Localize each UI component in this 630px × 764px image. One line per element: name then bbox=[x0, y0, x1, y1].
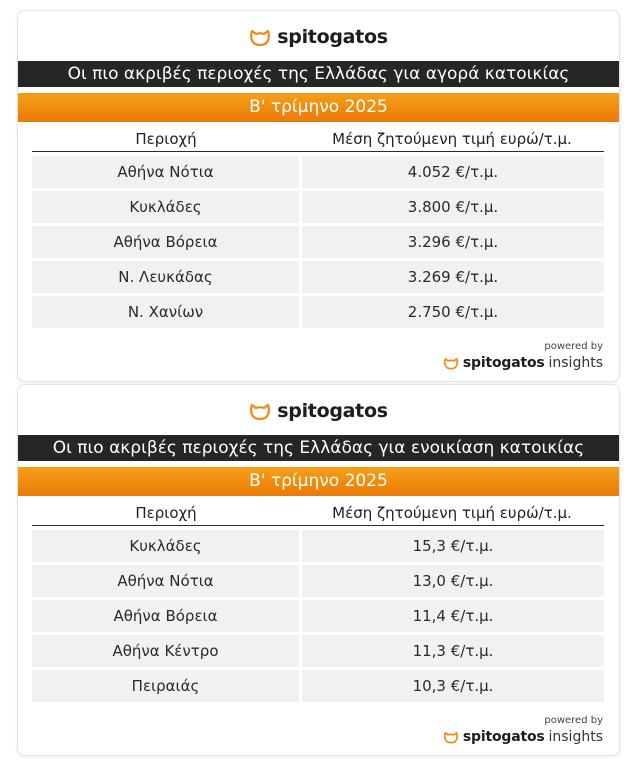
table-row bbox=[32, 226, 604, 258]
table-row bbox=[32, 261, 604, 293]
insights-brand: spitogatos bbox=[462, 355, 545, 371]
region-cell: Ν. Χανίων bbox=[32, 296, 299, 328]
table-title: Οι πιο ακριβές περιοχές της Ελλάδας για ενοικίαση κατοικίας bbox=[18, 435, 619, 461]
price-cell: 3.800 €/τ.μ. bbox=[302, 191, 604, 223]
region-cell: Αθήνα Νότια bbox=[32, 565, 299, 597]
powered-by-label: powered by bbox=[544, 715, 603, 726]
region-cell: Κυκλάδες bbox=[32, 191, 299, 223]
period-label: Β' τρίμηνο 2025 bbox=[18, 467, 619, 496]
column-header-region: Περιοχή bbox=[135, 130, 197, 148]
spitogatos-insights-logo bbox=[443, 727, 603, 747]
cat-logo-icon bbox=[443, 356, 459, 370]
region-cell: Αθήνα Βόρεια bbox=[32, 226, 299, 258]
cat-logo-icon bbox=[249, 27, 271, 47]
price-cell: 4.052 €/τ.μ. bbox=[302, 156, 604, 188]
cat-logo-icon bbox=[249, 401, 271, 421]
region-cell: Αθήνα Νότια bbox=[32, 156, 299, 188]
price-table bbox=[32, 501, 604, 705]
column-header-price: Μέση ζητούμενη τιμή ευρώ/τ.μ. bbox=[332, 504, 572, 522]
period-label: Β' τρίμηνο 2025 bbox=[18, 93, 619, 122]
logo-wordmark: spitogatos bbox=[277, 400, 388, 422]
region-cell: Αθήνα Κέντρο bbox=[32, 635, 299, 667]
insights-suffix: insights bbox=[548, 355, 603, 371]
purchase-price-card bbox=[17, 10, 620, 382]
table-header bbox=[32, 501, 604, 526]
price-cell: 13,0 €/τ.μ. bbox=[302, 565, 604, 597]
table-row bbox=[32, 296, 604, 328]
price-cell: 11,4 €/τ.μ. bbox=[302, 600, 604, 632]
spitogatos-insights-logo bbox=[443, 353, 603, 373]
price-cell: 3.269 €/τ.μ. bbox=[302, 261, 604, 293]
spitogatos-logo bbox=[18, 24, 619, 50]
column-header-region: Περιοχή bbox=[135, 504, 197, 522]
price-cell: 11,3 €/τ.μ. bbox=[302, 635, 604, 667]
region-cell: Αθήνα Βόρεια bbox=[32, 600, 299, 632]
region-cell: Ν. Λευκάδας bbox=[32, 261, 299, 293]
cat-logo-icon bbox=[443, 730, 459, 744]
table-row bbox=[32, 530, 604, 562]
table-row bbox=[32, 600, 604, 632]
table-row bbox=[32, 191, 604, 223]
insights-brand: spitogatos bbox=[462, 729, 545, 745]
column-header-price: Μέση ζητούμενη τιμή ευρώ/τ.μ. bbox=[332, 130, 572, 148]
price-cell: 3.296 €/τ.μ. bbox=[302, 226, 604, 258]
region-cell: Κυκλάδες bbox=[32, 530, 299, 562]
region-cell: Πειραιάς bbox=[32, 670, 299, 702]
price-cell: 2.750 €/τ.μ. bbox=[302, 296, 604, 328]
powered-by-label: powered by bbox=[544, 341, 603, 352]
table-header bbox=[32, 127, 604, 152]
logo-wordmark: spitogatos bbox=[277, 26, 388, 48]
table-row bbox=[32, 565, 604, 597]
table-title: Οι πιο ακριβές περιοχές της Ελλάδας για αγορά κατοικίας bbox=[18, 61, 619, 87]
table-row bbox=[32, 670, 604, 702]
table-row bbox=[32, 635, 604, 667]
spitogatos-logo bbox=[18, 398, 619, 424]
rent-price-card bbox=[17, 384, 620, 756]
price-cell: 15,3 €/τ.μ. bbox=[302, 530, 604, 562]
price-cell: 10,3 €/τ.μ. bbox=[302, 670, 604, 702]
price-table bbox=[32, 127, 604, 331]
insights-suffix: insights bbox=[548, 729, 603, 745]
table-row bbox=[32, 156, 604, 188]
